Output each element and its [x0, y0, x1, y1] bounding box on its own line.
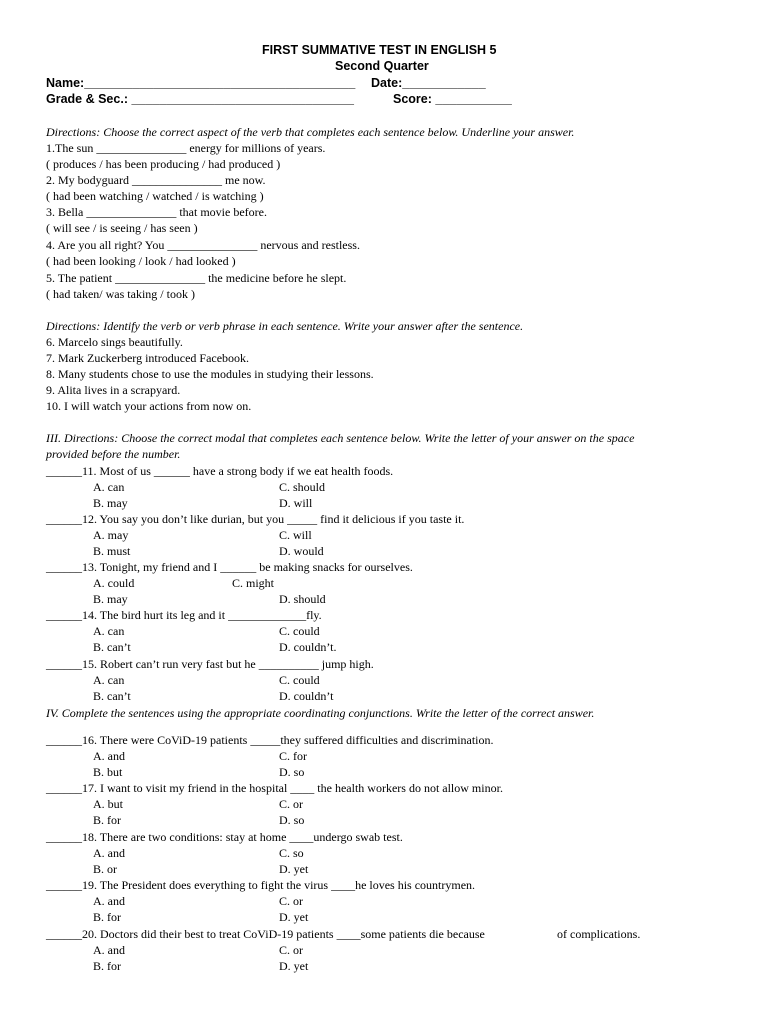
part2-line: 10. I will watch your actions from now on.: [46, 399, 252, 413]
part1-line: ( had been watching / watched / is watching ): [46, 189, 264, 203]
choice-d: D. so: [279, 813, 305, 827]
choice-c: C. or: [279, 797, 303, 811]
choice-c: C. so: [279, 846, 304, 860]
part1-line: ( had been looking / look / had looked ): [46, 254, 236, 268]
choice-a: A. could: [93, 576, 135, 590]
choice-d: D. will: [279, 496, 313, 510]
part1-line: 4. Are you all right? You _______________ nervous and restless.: [46, 238, 360, 252]
grade-section-field-label: Grade & Sec.: ________________________________: [46, 92, 354, 106]
question-17: ______17. I want to visit my friend in the hospital ____ the health workers do not allow minor.: [46, 781, 503, 795]
choice-b: B. for: [93, 959, 121, 973]
part1-line: 1.The sun _______________ energy for millions of years.: [46, 141, 326, 155]
choice-b: B. for: [93, 910, 121, 924]
choice-d: D. yet: [279, 959, 309, 973]
choice-a: A. can: [93, 624, 125, 638]
question-12: ______12. You say you don’t like durian, but you _____ find it delicious if you taste it.: [46, 512, 465, 526]
question-19: ______19. The President does everything to fight the virus ____he loves his countrymen.: [46, 878, 476, 892]
choice-c: C. could: [279, 624, 320, 638]
choice-d: D. would: [279, 544, 324, 558]
choice-d: D. should: [279, 592, 326, 606]
part1-line: ( had taken/ was taking / took ): [46, 287, 195, 301]
choice-a: A. and: [93, 894, 125, 908]
choice-b: B. can’t: [93, 640, 131, 654]
choice-a: A. and: [93, 749, 125, 763]
question-16: ______16. There were CoViD-19 patients _____they suffered difficulties and discrimination.: [46, 733, 494, 747]
part3-directions-cont: provided before the number.: [46, 447, 181, 461]
choice-c: C. for: [279, 749, 307, 763]
choice-b: B. or: [93, 862, 117, 876]
choice-b: B. can’t: [93, 689, 131, 703]
choice-b: B. may: [93, 496, 128, 510]
choice-a: A. may: [93, 528, 129, 542]
choice-c: C. could: [279, 673, 320, 687]
part2-line: 9. Alita lives in a scrapyard.: [46, 383, 181, 397]
choice-a: A. and: [93, 846, 125, 860]
choice-b: B. must: [93, 544, 131, 558]
test-title: FIRST SUMMATIVE TEST IN ENGLISH 5: [262, 43, 497, 57]
choice-c: C. should: [279, 480, 326, 494]
part1-directions: Directions: Choose the correct aspect of the verb that completes each sentence below. Underline your answer.: [46, 125, 575, 139]
question-20: ______20. Doctors did their best to treat CoViD-19 patients ____some patients die because: [46, 927, 485, 941]
part2-directions: Directions: Identify the verb or verb phrase in each sentence. Write your answer after the sentence.: [46, 319, 524, 333]
choice-b: B. may: [93, 592, 128, 606]
question-20-tail: of complications.: [557, 927, 641, 941]
choice-c: C. might: [232, 576, 275, 590]
part1-line: 5. The patient _______________ the medicine before he slept.: [46, 271, 347, 285]
question-11: ______11. Most of us ______ have a strong body if we eat health foods.: [46, 464, 394, 478]
part1-line: 3. Bella _______________ that movie before.: [46, 205, 267, 219]
question-13: ______13. Tonight, my friend and I ______ be making snacks for ourselves.: [46, 560, 413, 574]
choice-c: C. or: [279, 894, 303, 908]
part3-directions: III. Directions: Choose the correct modal that completes each sentence below. Write the letter of your answer on the space: [46, 431, 635, 445]
choice-c: C. or: [279, 943, 303, 957]
choice-a: A. and: [93, 943, 125, 957]
choice-d: D. yet: [279, 862, 309, 876]
choice-b: B. but: [93, 765, 123, 779]
choice-d: D. couldn’t: [279, 689, 334, 703]
choice-b: B. for: [93, 813, 121, 827]
date-field-label: Date:____________: [371, 76, 486, 90]
part2-line: 6. Marcelo sings beautifully.: [46, 335, 183, 349]
part1-line: ( produces / has been producing / had produced ): [46, 157, 281, 171]
choice-d: D. yet: [279, 910, 309, 924]
test-subtitle: Second Quarter: [335, 59, 429, 73]
choice-a: A. can: [93, 480, 125, 494]
choice-d: D. so: [279, 765, 305, 779]
part4-directions: IV. Complete the sentences using the appropriate coordinating conjunctions. Write the letter of the correct answer.: [46, 706, 595, 720]
choice-c: C. will: [279, 528, 312, 542]
part1-line: 2. My bodyguard _______________ me now.: [46, 173, 266, 187]
question-15: ______15. Robert can’t run very fast but he __________ jump high.: [46, 657, 374, 671]
part1-line: ( will see / is seeing / has seen ): [46, 221, 198, 235]
question-18: ______18. There are two conditions: stay at home ____undergo swab test.: [46, 830, 403, 844]
question-14: ______14. The bird hurt its leg and it _____________fly.: [46, 608, 322, 622]
name-field-label: Name:_______________________________________: [46, 76, 356, 90]
score-field-label: Score: ___________: [393, 92, 512, 106]
choice-d: D. couldn’t.: [279, 640, 337, 654]
choice-a: A. can: [93, 673, 125, 687]
choice-a: A. but: [93, 797, 123, 811]
part2-line: 7. Mark Zuckerberg introduced Facebook.: [46, 351, 250, 365]
part2-line: 8. Many students chose to use the modules in studying their lessons.: [46, 367, 374, 381]
